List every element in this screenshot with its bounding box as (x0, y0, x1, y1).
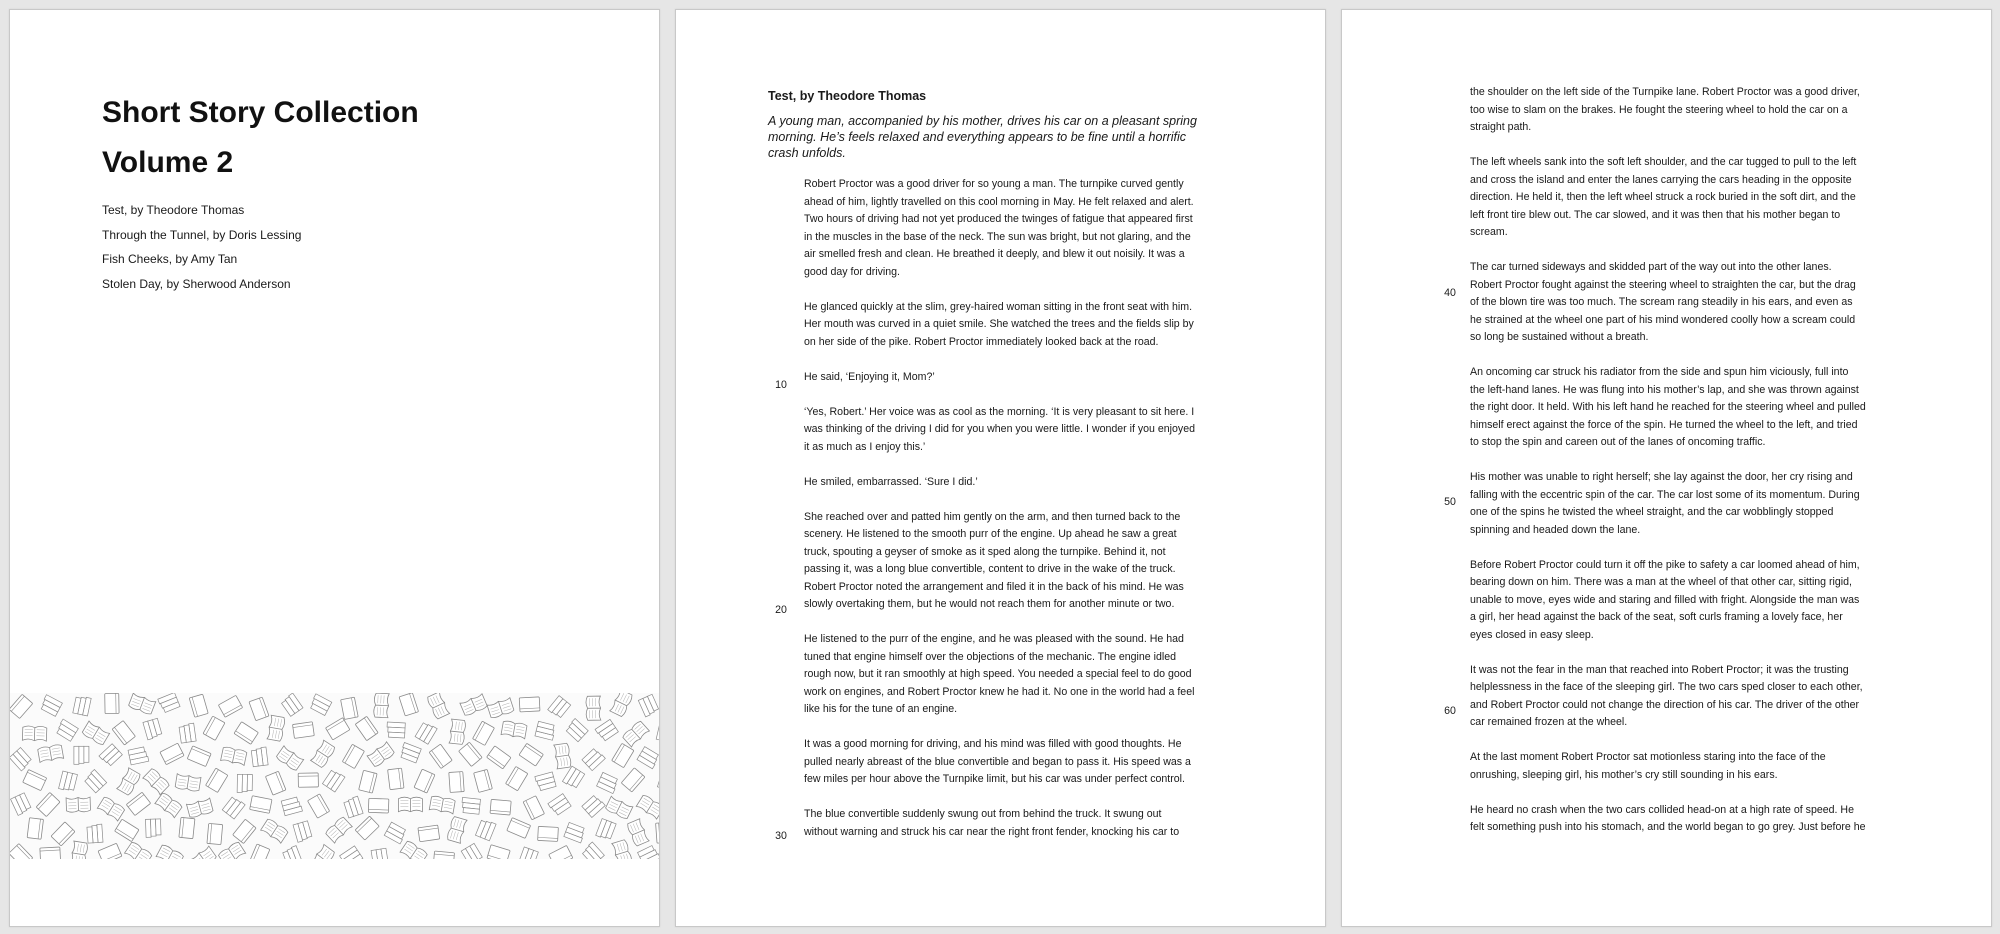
book-doodle (612, 743, 634, 767)
book-doodle (233, 819, 256, 843)
book-doodle (446, 816, 467, 843)
book-doodle (490, 799, 511, 815)
story-title: Test, by Theodore Thomas (768, 89, 927, 103)
book-doodle (155, 792, 183, 818)
book-doodle (359, 770, 377, 793)
book-doodle (400, 840, 428, 859)
book-doodle (83, 769, 106, 792)
book-doodle (638, 845, 660, 859)
book-doodle (487, 845, 510, 859)
book-doodle (656, 722, 660, 743)
book-doodle (276, 746, 304, 772)
book-doodle (37, 744, 63, 762)
book-doodle (293, 722, 315, 739)
paragraph: An oncoming car struck his radiator from the side and spun him viciously, full into the left-hand lanes. He was flung into his mother’s lap, and she was thrown against the right door. It held. With his left hand he reached for the steering wheel and pulled himself erect against the force of the spin. He turned the wheel to the left, and tried to stop the spin and careen out of the lanes of oncoming traffic. (1470, 366, 1866, 448)
book-doodle (638, 694, 659, 717)
book-doodle (98, 843, 122, 859)
book-doodle (280, 693, 303, 716)
book-doodle (22, 726, 46, 741)
book-doodle (234, 722, 258, 745)
book-doodle (187, 746, 211, 767)
paragraph: Before Robert Proctor could turn it off the pike to safety a car loomed ahead of him, bearing down on him. There was a man at the wheel of that other car, sitting rigid, unable to move, eyes wide and staring and filled with fright. Alongside the man was a girl, her head against the back of the seat, soft curls framing a lovely face, her eyes closed in easy sleep. (1470, 558, 1860, 641)
line-number: 40 (1444, 287, 1456, 299)
book-doodle (189, 694, 208, 717)
book-doodle (10, 748, 33, 771)
line-number: 30 (775, 830, 787, 842)
book-doodle (128, 746, 149, 764)
book-doodle (308, 794, 330, 818)
story-summary: A young man, accompanied by his mother, drives his car on a pleasant spring morning. He’s feels relaxed and everything appears to be fine until a horrific crash unfolds. (768, 114, 1197, 160)
book-doodle (384, 822, 407, 844)
book-doodle (418, 825, 440, 842)
book-doodle (293, 821, 312, 842)
book-doodle (535, 721, 556, 740)
title-line-2: Volume 2 (102, 146, 234, 179)
paragraph: The car turned sideways and skidded part of the way out into the other lanes. Robert Proctor fought against the steering wheel to straighten the car, but the drag of the blown tire was too much. The scream rang steadily in his ears, and even as he strained at the wheel one part of his mind wondered coolly how a scream could so long be sustained without a breath. (1470, 261, 1856, 343)
book-doodle (355, 816, 379, 840)
book-doodle (548, 794, 571, 817)
book-doodle (597, 772, 620, 793)
book-doodle (39, 695, 62, 717)
book-doodle (251, 747, 268, 767)
story-body (804, 176, 1196, 859)
book-doodle (40, 847, 61, 859)
toc-item: Fish Cheeks, by Amy Tan (102, 252, 238, 266)
paragraph: It was a good morning for driving, and his mind was filled with good thoughts. He pulled nearly abreast of the blue convertible and began to pass it. His speed was a few miles per hour above the Turnpike limit, but his car was under perfect control. (804, 738, 1191, 785)
book-doodle (398, 797, 422, 812)
book-doodle (449, 719, 466, 744)
book-doodle (249, 697, 269, 721)
book-doodle (51, 822, 75, 846)
book-doodle (261, 818, 289, 843)
book-doodle (595, 719, 618, 742)
book-doodle (298, 773, 318, 787)
book-doodle (311, 740, 336, 768)
paragraph: It was not the fear in the man that reached into Robert Proctor; it was the trusting helplessness in the face of the sleeping girl. The two cars sped closer to each other, and Robert Proctor could not change the direction of his car. The driver of the other car remained frozen at the wheel. (1470, 663, 1863, 728)
book-doodle (562, 766, 584, 789)
book-doodle (368, 798, 388, 813)
book-doodle (207, 823, 223, 844)
book-doodle (222, 796, 245, 819)
book-doodle (105, 693, 119, 713)
book-doodle (186, 798, 213, 818)
book-doodle (473, 721, 495, 745)
toc-item: Through the Tunnel, by Doris Lessing (102, 227, 302, 242)
book-doodle (342, 744, 364, 768)
book-doodle (523, 796, 544, 820)
book-doodle (340, 846, 363, 859)
book-doodle (203, 716, 225, 740)
book-doodle (309, 694, 332, 716)
book-doodle (206, 768, 228, 792)
book-doodle (309, 844, 335, 859)
book-doodle (415, 721, 437, 744)
book-doodle (160, 743, 184, 765)
paragraph: ‘Yes, Robert.’ Her voice was as cool as the morning. ‘It is very pleasant to sit here. I was thinking of the driving I did for you when you were little. I wonder if you enjoyed it as much as I enjoy this.’ (804, 405, 1196, 453)
book-doodle (250, 796, 272, 814)
book-doodle (179, 817, 195, 838)
book-doodle (414, 769, 435, 793)
book-doodle (564, 822, 586, 842)
paragraph: He said, ‘Enjoying it, Mom?’ (804, 370, 935, 383)
book-doodle (73, 695, 91, 716)
paragraph: At the last moment Robert Proctor sat motionless staring into the face of the onrushing, sleeping girl, his mother’s cry still sounding in his ears. (1470, 751, 1826, 781)
book-doodle (399, 693, 418, 716)
book-doodle (506, 766, 528, 790)
book-doodle (367, 742, 395, 768)
book-doodle (429, 744, 452, 768)
book-doodle (461, 797, 480, 814)
book-doodle (535, 772, 556, 791)
paragraph: The blue convertible suddenly swung out from behind the truck. It swung out without warning and struck his car near the right front fender, knocking his car to (804, 808, 1180, 838)
book-doodle (656, 822, 660, 843)
book-doodle (433, 851, 454, 859)
paragraph: Robert Proctor was a good driver for so young a man. The turnpike curved gently ahead of him, lightly travelled on this cool morning in May. He felt relaxed and alert. Two hours of driving had not yet produced the twinges of fatigue that appeared first in the muscles in the base of the neck. The sun was bright, but not glaring, and the air smelled fresh and clean. He breathed it deeply, and blew it out noisily. It was a good day for driving. (804, 178, 1194, 278)
book-doodle (249, 844, 270, 859)
story-page-2 (1341, 9, 1992, 927)
book-doodle (548, 696, 571, 719)
book-doodle (355, 716, 378, 740)
book-doodle (143, 718, 162, 739)
book-doodle (626, 819, 649, 847)
book-doodle (487, 698, 514, 719)
title-line-1: Short Story Collection (102, 96, 419, 129)
story-header (768, 88, 1238, 161)
book-doodle (501, 720, 527, 738)
book-doodle (27, 818, 43, 840)
book-doodle (11, 793, 32, 816)
book-doodle (475, 819, 496, 841)
book-doodle (265, 771, 285, 795)
book-doodle (218, 695, 242, 717)
book-doodle (519, 743, 543, 766)
book-doodle (322, 769, 345, 792)
story-page-1 (675, 9, 1326, 927)
line-number: 50 (1444, 496, 1456, 508)
book-doodle (605, 796, 633, 820)
book-doodle (622, 720, 650, 747)
book-doodle (554, 743, 572, 769)
paragraph: He listened to the purr of the engine, and he was pleased with the sound. He had tuned that engine himself over the objections of the mechanic. The engine idled rough now, but it ran smoothly at high speed. You needed a special feel to do good work on engines, and Robert Proctor knew he had it. No one in the world had a feel like his for the tune of an engine. (804, 633, 1195, 715)
paragraph: He smiled, embarrassed. ‘Sure I did.’ (804, 475, 978, 488)
book-doodle (70, 841, 88, 859)
book-doodle (97, 796, 125, 821)
book-doodle (343, 796, 363, 818)
book-doodle (282, 846, 302, 859)
book-doodle (66, 797, 90, 812)
book-doodle (610, 693, 634, 717)
line-number: 10 (775, 379, 787, 391)
book-doodle (387, 722, 406, 738)
book-doodle (429, 795, 455, 813)
book-doodle (636, 794, 660, 819)
book-doodle (621, 768, 645, 792)
book-doodle (59, 771, 78, 792)
book-doodle (459, 742, 483, 766)
story-body (1470, 84, 1866, 854)
book-doodle (518, 847, 538, 859)
collection-title (102, 88, 419, 188)
table-of-contents (102, 198, 301, 296)
book-doodle (115, 819, 139, 841)
book-doodle (373, 693, 389, 718)
books-pattern-decoration (10, 693, 660, 859)
book-doodle (519, 697, 540, 712)
toc-item: Test, by Theodore Thomas (102, 203, 245, 217)
book-doodle (189, 846, 217, 859)
book-doodle (487, 746, 511, 769)
book-doodle (74, 746, 89, 764)
book-doodle (179, 723, 196, 743)
book-doodle (143, 768, 170, 795)
book-doodle (612, 839, 633, 859)
book-doodle (23, 770, 47, 791)
paragraph: He heard no crash when the two cars collided head-on at a high rate of speed. He felt something push into his stomach, and the world began to go grey. Just before he (1470, 803, 1866, 833)
book-doodle (399, 743, 421, 763)
line-number: 20 (775, 604, 787, 616)
book-doodle (158, 693, 180, 713)
book-doodle (156, 844, 184, 859)
book-doodle (371, 848, 389, 859)
book-doodle (582, 747, 605, 770)
book-doodle (10, 844, 33, 859)
book-doodle (10, 694, 33, 718)
book-doodle (267, 715, 285, 741)
book-doodle (36, 792, 60, 816)
book-doodle (112, 721, 135, 745)
book-doodle (461, 843, 483, 859)
book-doodle (637, 747, 660, 769)
book-doodle (582, 794, 605, 817)
book-doodle (99, 744, 122, 767)
book-doodle (82, 721, 110, 746)
book-doodle (538, 826, 559, 841)
book-doodle (565, 719, 588, 742)
book-doodle (218, 841, 246, 859)
book-doodle (549, 845, 573, 859)
book-doodle (326, 718, 350, 740)
book-doodle (460, 694, 488, 717)
paragraph: The left wheels sank into the soft left shoulder, and the car tugged to pull to the left and cross the island and enter the lanes carrying the cars heading in the opposite direction. He held it, then the left wheel struck a rock buried in the soft dirt, and the left front tire blew out. The car slowed, and it was then that his mother began to scream. (1470, 156, 1857, 238)
book-doodle (449, 772, 464, 793)
cover-page (9, 9, 660, 927)
line-number: 60 (1444, 705, 1456, 717)
book-doodle (55, 719, 78, 741)
book-doodle (175, 774, 201, 792)
paragraph: His mother was unable to right herself; she lay against the door, her cry rising and falling with the eccentric spin of the car. The car lost some of its momentum. During one of the spins he twisted the wheel straight, and the car wobblingly stopped spinning and headed down the lane. (1470, 471, 1860, 536)
paragraph: He glanced quickly at the slim, grey-haired woman sitting in the front seat with him. Her mouth was curved in a quiet smile. She watched the trees and the fields slip by on her side of the pike. Robert Proctor immediately looked back at the road. (804, 300, 1194, 348)
book-doodle (474, 769, 493, 792)
book-doodle (126, 792, 150, 815)
book-doodle (596, 819, 616, 841)
book-doodle (221, 746, 247, 765)
book-doodle (426, 693, 449, 720)
book-pattern-image (10, 693, 660, 859)
toc-item: Stolen Day, by Sherwood Anderson (102, 276, 291, 291)
book-doodle (237, 774, 252, 792)
paragraph: She reached over and patted him gently on the arm, and then turned back to the scenery. He listened to the smooth purr of the engine. Up ahead he saw a great truck, spouting a geyser of smoke as it sped along the turnpike. Behind it, not passing it, was a long blue convertible, content to drive in the wake of the truck. Robert Proctor noted the arrangement and filed it in the back of his mind. He was slowly overtaking them, but he would not reach them for another minute or two. (804, 510, 1184, 610)
paragraph: the shoulder on the left side of the Turnpike lane. Robert Proctor was a good driver, too wise to slam on the brakes. He fought the steering wheel to hold the car on a straight path. (1470, 86, 1860, 133)
book-doodle (581, 842, 604, 859)
book-doodle (586, 696, 601, 720)
book-doodle (145, 819, 161, 838)
book-doodle (125, 841, 153, 859)
book-doodle (341, 697, 359, 719)
book-doodle (657, 770, 660, 792)
book-doodle (87, 824, 103, 843)
book-doodle (128, 693, 156, 715)
book-doodle (117, 768, 142, 796)
book-doodle (325, 816, 352, 843)
book-doodle (388, 768, 404, 790)
book-doodle (507, 818, 531, 839)
book-doodle (281, 797, 302, 816)
